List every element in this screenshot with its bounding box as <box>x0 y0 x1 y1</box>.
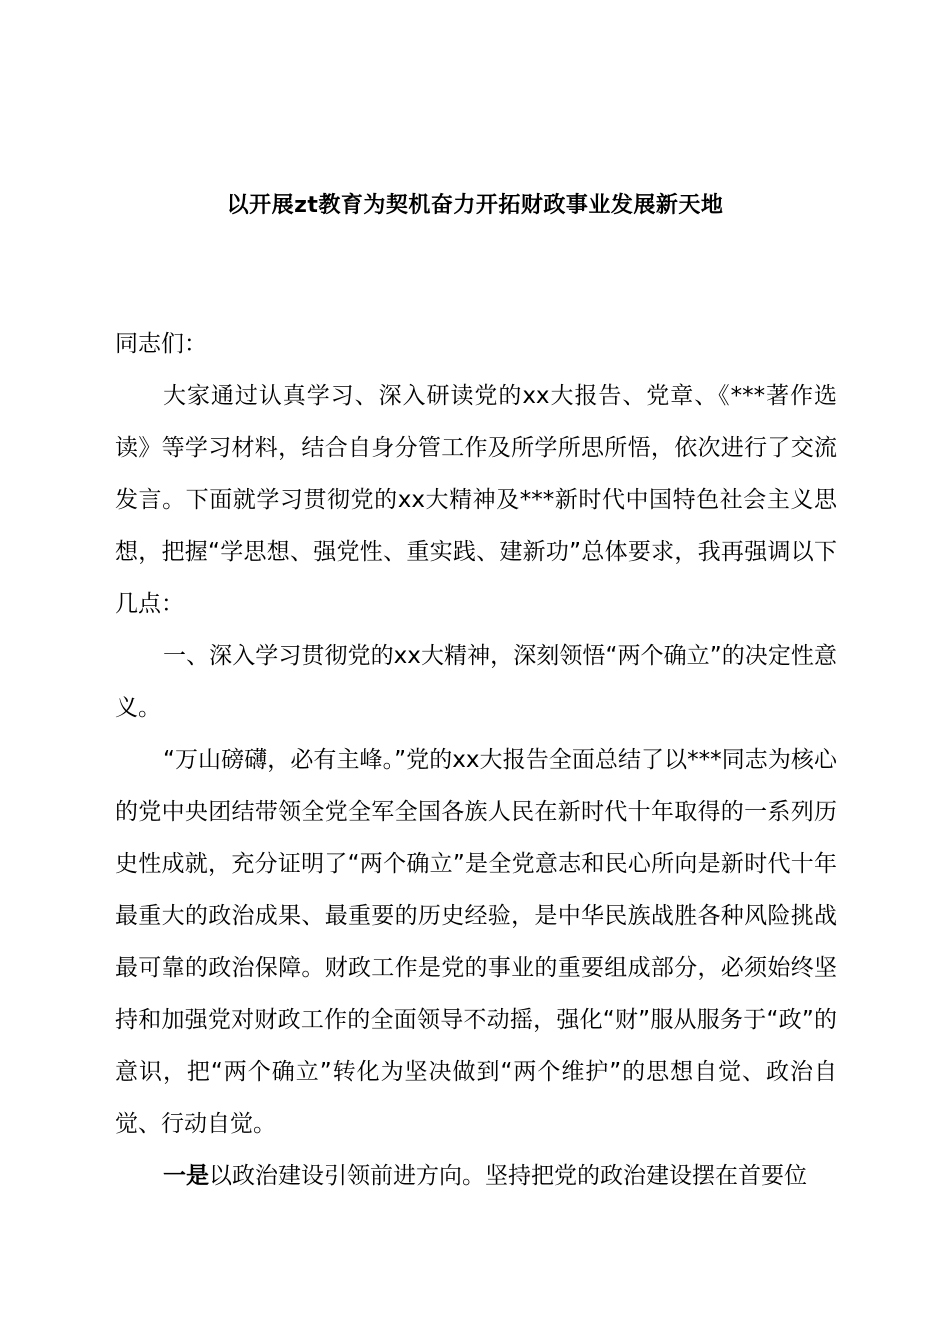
paragraph-body-1: “万山磅礴，必有主峰。”党的xx大报告全面总结了以***同志为核心的党中央团结带领全党全军全国各族人民在新时代十年取得的一系列历史性成就，充分证明了“两个确立”是全党意志和民心所向是新时代十年最重大的政治成果、最重要的历史经验，是中华民族战胜各种风险挑战最可靠的政治保障。财政工作是党的事业的重要组成部分，必须始终坚持和加强党对财政工作的全面领导不动摇，强化“财”服从服务于“政”的意识，把“两个确立”转化为坚决做到“两个维护”的思想自觉、政治自觉、行动自觉。 <box>115 747 837 1137</box>
document-body <box>115 318 837 1202</box>
paragraph-intro: 大家通过认真学习、深入研读党的xx大报告、党章、《***著作选读》等学习材料，结合自身分管工作及所学所思所悟，依次进行了交流发言。下面就学习贯彻党的xx大精神及***新时代中国特色社会主义思想，把握“学思想、强党性、重实践、建新功”总体要求，我再强调以下几点： <box>115 383 837 617</box>
salutation: 同志们： <box>115 331 207 357</box>
point-lead: 一是 <box>163 1163 209 1189</box>
document-title: 以开展zt教育为契机奋力开拓财政事业发展新天地 <box>226 193 724 218</box>
point-text: 以政治建设引领前进方向。坚持把党的政治建设摆在首要位 <box>209 1163 807 1189</box>
paragraph-point-1 <box>115 1150 837 1202</box>
section-heading-1: 一、深入学习贯彻党的xx大精神，深刻领悟“两个确立”的决定性意义。 <box>115 643 837 721</box>
